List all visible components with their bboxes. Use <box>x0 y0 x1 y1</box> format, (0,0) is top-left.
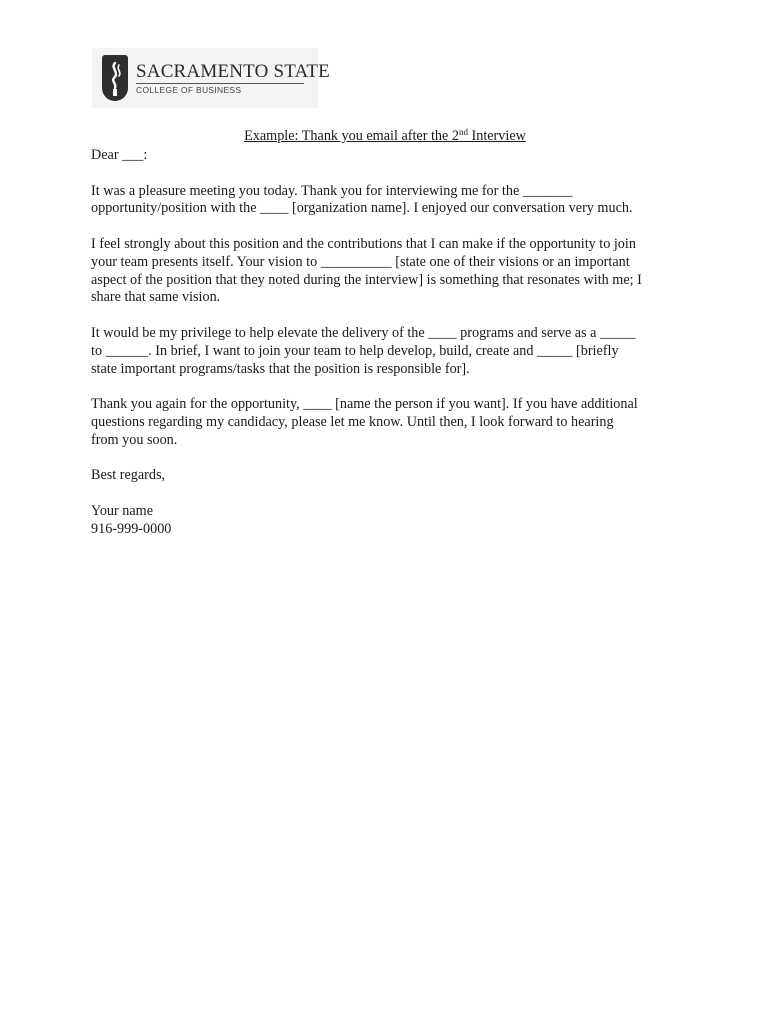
salutation: Dear ___: <box>91 147 148 163</box>
paragraph-line: It was a pleasure meeting you today. Thank you for interviewing me for the _______ <box>91 182 573 199</box>
paragraph-line: to ______. In brief, I want to join your team to help develop, build, create and _____ [briefly <box>91 342 619 359</box>
torch-emblem-icon <box>102 55 128 101</box>
logo-name: SACRAMENTO STATE <box>136 60 330 82</box>
title-suffix: Interview <box>467 128 526 144</box>
signature-name: Your name <box>91 502 154 519</box>
title-underlined <box>244 128 526 144</box>
paragraph-line: I feel strongly about this position and the contributions that I can make if the opportunity to join <box>91 235 636 252</box>
paragraph-line: share that same vision. <box>91 289 221 306</box>
paragraph-line: state important programs/tasks that the position is responsible for]. <box>91 360 470 377</box>
sacramento-state-logo <box>92 48 330 108</box>
letter-body <box>91 147 691 539</box>
paragraph-line: aspect of the position that they noted during the interview] is something that resonates with me; I <box>91 271 642 288</box>
paragraph-line: opportunity/position with the ____ [organization name]. I enjoyed our conversation very much. <box>91 200 633 217</box>
signature-phone: 916-999-0000 <box>91 520 172 537</box>
document-title <box>0 128 770 145</box>
paragraph-2 <box>91 236 691 307</box>
paragraph-1 <box>91 183 691 219</box>
closing: Best regards, <box>91 467 166 484</box>
logo-divider <box>136 83 304 84</box>
title-superscript: nd <box>458 127 468 137</box>
paragraph-line: It would be my privilege to help elevate the delivery of the ____ programs and serve as a _____ <box>91 324 636 341</box>
title-prefix: Example: Thank you email after the 2 <box>244 128 459 144</box>
paragraph-line: from you soon. <box>91 431 178 448</box>
paragraph-3 <box>91 325 691 378</box>
logo-subtitle: COLLEGE OF BUSINESS <box>136 84 242 95</box>
paragraph-line: Thank you again for the opportunity, ____ [name the person if you want]. If you have additional <box>91 396 638 413</box>
paragraph-4 <box>91 396 691 449</box>
paragraph-line: questions regarding my candidacy, please let me know. Until then, I look forward to hearing <box>91 413 614 430</box>
paragraph-line: your team presents itself. Your vision to __________ [state one of their visions or an important <box>91 253 630 270</box>
